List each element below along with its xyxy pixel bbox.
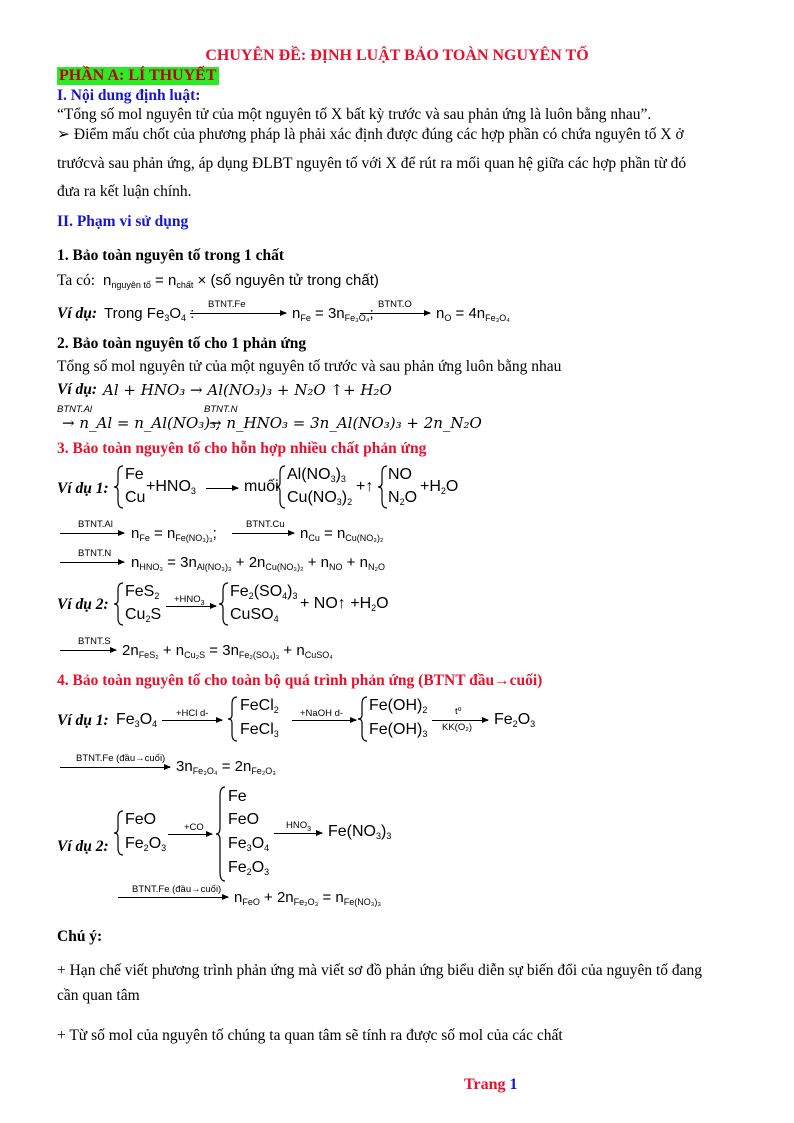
brace-icon bbox=[219, 582, 229, 626]
formula-ncu: $n_{Cu} = n_{Cu(NO_3)_2}$ bbox=[300, 525, 384, 543]
page-footer: Trang 1 bbox=[464, 1076, 518, 1093]
arrow-label-t0: t⁰ bbox=[455, 706, 462, 717]
formula-nhno3: $n_{HNO_3} = 3n_{Al(NO_3)_3} + 2n_{Cu(NO_3)_2} + n_{NO} + n_{N_2O}$ bbox=[131, 554, 385, 572]
sub-4-heading: 4. Bảo toàn nguyên tố cho toàn bộ quá trình phản ứng (BTNT đầu→cuối) bbox=[57, 672, 543, 689]
arrow-right-icon bbox=[432, 720, 488, 721]
arrow-right-icon bbox=[60, 650, 116, 651]
formula-s: $2n_{FeS_2} + n_{Cu_2S} = 3n_{Fe_2(SO_4)_3} + n_{CuSO_4}$ bbox=[122, 642, 333, 660]
page-number: 1 bbox=[509, 1076, 518, 1093]
reagent-hno3: $+HNO_3$ bbox=[146, 478, 196, 496]
formula-no: $n_O = 4n_{Fe_3O_4}$ bbox=[436, 305, 510, 323]
bullet-line-2: trướcvà sau phản ứng, áp dụng ĐLBT nguyên tố với X để rút ra mối quan hệ giữa các hợp phần từ đó bbox=[57, 155, 687, 172]
product-fecl3: FeCl$_3$ bbox=[240, 721, 279, 739]
arrow-label-kk: KK(O₂) bbox=[442, 722, 473, 733]
section-1-heading: I. Nội dung định luật: bbox=[57, 87, 201, 104]
arrow-label-btnt-fe-dau-cuoi: BTNT.Fe (đầu→cuối) bbox=[76, 753, 166, 764]
vidu-label-3a: Ví dụ 1: bbox=[57, 480, 109, 497]
arrow-right-icon bbox=[274, 833, 322, 834]
reactant-fe3o4: $Fe_3O_4$ bbox=[116, 711, 158, 729]
brace-icon bbox=[114, 810, 124, 856]
sub-2-text: Tổng số mol nguyên tử của một nguyên tố trước và sau phản ứng luôn bằng nhau bbox=[57, 358, 562, 375]
brace-icon bbox=[114, 465, 124, 509]
arrow-label-co: +CO bbox=[184, 822, 204, 833]
product-feoh3: $Fe(OH)_3$ bbox=[369, 721, 428, 739]
document-title: CHUYÊN ĐỀ: ĐỊNH LUẬT BẢO TOÀN NGUYÊN TỐ bbox=[205, 47, 589, 64]
note-heading: Chú ý: bbox=[57, 928, 103, 945]
vidu-label-2: Ví dụ: bbox=[57, 381, 98, 398]
arrow-right-icon bbox=[118, 897, 228, 898]
sub-3-heading: 3. Bảo toàn nguyên tố cho hỗn hợp nhiều chất phản ứng bbox=[57, 440, 427, 457]
formula-1: $n_{nguyên tố} = n_{chất}$ × (số nguyên tử trong chất) bbox=[103, 272, 379, 290]
bullet-line-1: ➢ Điểm mấu chốt của phương pháp là phải xác định được đúng các hợp phần có chứa nguyên tố X ở bbox=[57, 126, 684, 143]
arrow-right-icon bbox=[60, 533, 124, 534]
note-line-3: + Từ số mol của nguyên tố chúng ta quan tâm sẽ tính ra được số mol của các chất bbox=[57, 1027, 563, 1044]
brace-icon bbox=[358, 696, 368, 742]
brace-icon bbox=[378, 465, 388, 509]
mix-fe2o3: $Fe_2O_3$ bbox=[228, 859, 270, 877]
gas-up-arrow: +↑ bbox=[356, 478, 374, 495]
vidu-label-3b: Ví dụ 2: bbox=[57, 596, 109, 613]
arrow-label-btnt-n-2: BTNT.N bbox=[78, 548, 112, 559]
arrow-right-icon bbox=[162, 720, 222, 721]
bullet-arrow-icon: ➢ bbox=[57, 126, 74, 143]
arrow-label-btnt-fe-dau-cuoi-2: BTNT.Fe (đầu→cuối) bbox=[132, 884, 222, 895]
arrow-label-hno3-2: $HNO_3$ bbox=[286, 820, 312, 833]
arrow-label-btnt-al: BTNT.Al bbox=[57, 404, 93, 415]
sub-2-heading: 2. Bảo toàn nguyên tố cho 1 phản ứng bbox=[57, 335, 307, 352]
arrow-label-btnt-al-2: BTNT.Al bbox=[78, 519, 113, 530]
reactant-fe2o3: $Fe_2O_3$ bbox=[125, 835, 167, 853]
arrow-right-icon bbox=[166, 606, 216, 607]
arrow-right-icon bbox=[206, 488, 238, 489]
product-cuno3: $Cu(NO_3)_2$ bbox=[287, 489, 353, 507]
arrow-label-hcl: +HCl d- bbox=[176, 708, 209, 719]
arrow-label-hno3: $+HNO_3$ bbox=[174, 594, 205, 607]
formula-n-hno3: → n_HNO₃ = 3n_Al(NO₃)₃ + 2n_N₂O bbox=[209, 414, 482, 432]
arrow-right-icon bbox=[360, 313, 430, 314]
law-quote: “Tổng số mol nguyên tử của một nguyên tố X bất kỳ trước và sau phản ứng là luôn bằng nhau”. bbox=[57, 106, 652, 123]
product-n2o: $N_2O$ bbox=[388, 489, 418, 507]
reactant-cu2s: $Cu_2S$ bbox=[125, 606, 162, 624]
product-no-h2o: + NO↑ $+H_2O$ bbox=[300, 595, 389, 613]
vidu-label-1: Ví dụ: bbox=[57, 305, 98, 322]
formula-fe3o4-fe2o3: $3n_{Fe_3O_4} = 2n_{Fe_2O_3}$ bbox=[176, 758, 276, 776]
product-fecl2: FeCl$_2$ bbox=[240, 697, 279, 715]
arrow-right-icon bbox=[232, 533, 294, 534]
mix-feo: FeO bbox=[228, 811, 260, 828]
note-line-1: + Hạn chế viết phương trình phản ứng mà viết sơ đồ phản ứng biểu diễn sự biến đổi của nguyên tố đang bbox=[57, 962, 703, 979]
arrow-right-icon bbox=[60, 562, 124, 563]
arrow-label-btnt-n: BTNT.N bbox=[204, 404, 238, 415]
section-2-heading: II. Phạm vi sử dụng bbox=[57, 213, 189, 230]
vidu-label-4a: Ví dụ 1: bbox=[57, 712, 109, 729]
brace-icon bbox=[228, 696, 238, 742]
arrow-label-btnt-s: BTNT.S bbox=[78, 636, 111, 647]
formula-n-al: → n_Al = n_Al(NO₃)₃; bbox=[62, 414, 222, 432]
product-feno33: $Fe(NO_3)_3$ bbox=[328, 823, 392, 841]
arrow-label-naoh: +NaOH d- bbox=[300, 708, 344, 719]
formula-nfe: $n_{Fe} = 3n_{Fe_3O_4}$; bbox=[292, 305, 374, 323]
arrow-label-btnt-cu: BTNT.Cu bbox=[246, 519, 285, 530]
arrow-label-btnt-fe: BTNT.Fe bbox=[208, 299, 246, 310]
arrow-right-icon bbox=[190, 313, 286, 314]
product-fe2so43: $Fe_2(SO_4)_3$ bbox=[230, 583, 298, 601]
product-no: NO bbox=[388, 466, 412, 483]
brace-icon bbox=[114, 582, 124, 626]
reaction-al-hno3: Al + HNO₃ → Al(NO₃)₃ + N₂O ↑+ H₂O bbox=[103, 381, 392, 399]
arrow-right-icon bbox=[292, 720, 356, 721]
bullet-line-3: đưa ra kết luận chính. bbox=[57, 183, 192, 200]
vidu-fe3o4: Trong $Fe_3O_4$ : bbox=[104, 305, 195, 323]
arrow-right-icon bbox=[168, 834, 212, 835]
sub-1-heading: 1. Bảo toàn nguyên tố trong 1 chất bbox=[57, 247, 285, 264]
product-feoh2: $Fe(OH)_2$ bbox=[369, 697, 428, 715]
formula-feo-fe2o3: $n_{FeO} + 2n_{Fe_2O_3} = n_{Fe(NO_3)_3}$ bbox=[234, 889, 382, 907]
arrow-label-btnt-o: BTNT.O bbox=[378, 299, 412, 310]
product-cuso4: CuSO$_4$ bbox=[230, 606, 279, 624]
part-a-heading: PHẦN A: LÍ THUYẾT bbox=[59, 67, 217, 84]
product-alno3: $Al(NO_3)_3$ bbox=[287, 466, 346, 484]
reactant-cu: Cu bbox=[125, 489, 146, 506]
arrow-right-icon bbox=[60, 767, 170, 768]
product-fe2o3: $Fe_2O_3$ bbox=[494, 711, 536, 729]
muoi-label: muối bbox=[244, 478, 279, 495]
product-h2o: $+H_2O$ bbox=[420, 478, 459, 496]
formula-nfe-feno3: $n_{Fe} = n_{Fe(NO_3)_3}$; bbox=[131, 525, 217, 543]
mix-fe3o4: $Fe_3O_4$ bbox=[228, 835, 270, 853]
reactant-fes2: FeS$_2$ bbox=[125, 583, 160, 601]
reactant-fe: Fe bbox=[125, 466, 144, 483]
brace-icon bbox=[216, 786, 226, 882]
reactant-feo: FeO bbox=[125, 811, 157, 828]
brace-icon bbox=[276, 465, 286, 509]
mix-fe: Fe bbox=[228, 788, 247, 805]
taco-label: Ta có: bbox=[57, 272, 96, 289]
vidu-label-4b: Ví dụ 2: bbox=[57, 838, 109, 855]
note-line-2: cần quan tâm bbox=[57, 987, 140, 1004]
